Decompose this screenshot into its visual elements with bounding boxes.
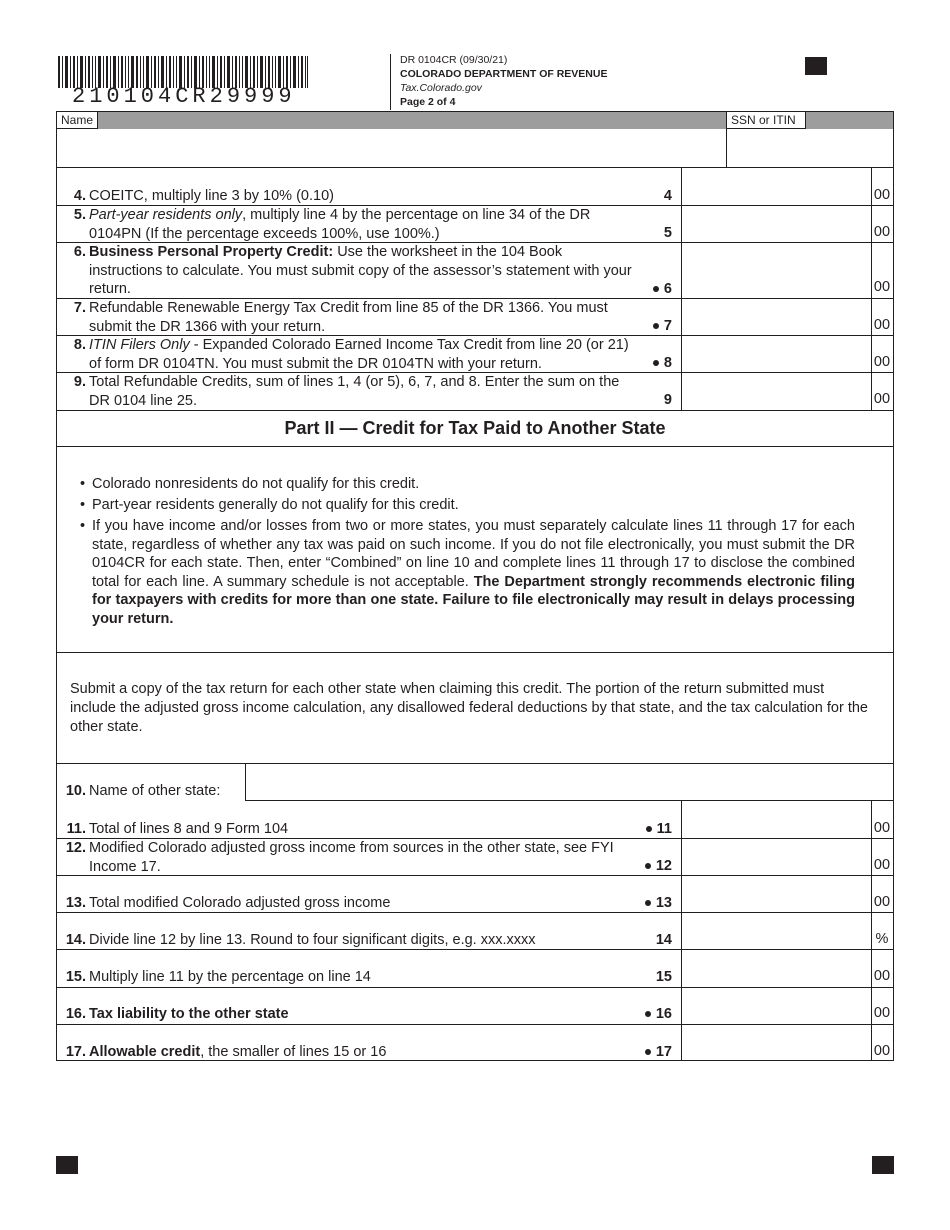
form-header: [400, 53, 607, 109]
name-ssn-divider: [726, 112, 727, 168]
website: Tax.Colorado.gov: [400, 82, 482, 94]
registration-mark-bottom-right: [872, 1156, 894, 1174]
barcode-number: 210104CR29999: [72, 84, 296, 109]
bullet-item: • If you have income and/or losses from two or more states, you must separately calculate lines 11 through 17 for each state, regardless of whether any tax was paid on such income. If you do not file electronically, you must submit the DR 0104CR for each state. Then, enter “Combined” on line 10 and complete lines 11 through 17 to disclose the combined total for each line. A summary schedule is not acceptable. The Department strongly recommends electronic filing for taxpayers with credits for more than one state. Failure to file electronically may result in delays processing your return.: [80, 518, 856, 627]
required-bullet-icon: [653, 286, 659, 292]
line-12-cents: 00: [873, 857, 891, 873]
line-7-amount-input[interactable]: [681, 299, 893, 335]
line-14-percent-sign: %: [875, 931, 889, 947]
required-bullet-icon: [645, 1049, 651, 1055]
form-id: DR 0104CR (09/30/21): [400, 54, 508, 66]
line-12-amount-input[interactable]: [681, 839, 893, 875]
line-17-cents: 00: [873, 1043, 891, 1059]
line-6-cents: 00: [873, 279, 891, 295]
part-2-title: Part II — Credit for Tax Paid to Another State: [284, 418, 666, 438]
bullet-item: • Part-year residents generally do not qualify for this credit.: [80, 497, 459, 513]
line-4-amount-input[interactable]: [681, 187, 893, 205]
line-8-amount-input[interactable]: [681, 336, 893, 372]
required-bullet-icon: [645, 900, 651, 906]
line-13-cents: 00: [873, 894, 891, 910]
line-13-amount-input[interactable]: [681, 876, 893, 912]
divider: [57, 763, 893, 764]
line-5-cents: 00: [873, 224, 891, 240]
name-input[interactable]: [58, 130, 724, 166]
bullet-item: • Colorado nonresidents do not qualify for this credit.: [80, 476, 420, 492]
divider: [57, 446, 893, 447]
line-8-cents: 00: [873, 354, 891, 370]
divider: [245, 800, 893, 801]
required-bullet-icon: [646, 826, 652, 832]
line-11-amount-input[interactable]: [681, 820, 893, 838]
other-state-name-input[interactable]: [247, 766, 892, 800]
required-bullet-icon: [653, 360, 659, 366]
page-number: Page 2 of 4: [400, 96, 456, 108]
required-bullet-icon: [645, 1011, 651, 1017]
header-divider: [390, 54, 391, 110]
name-label: Name: [57, 112, 98, 129]
divider: [57, 410, 893, 411]
line-5-amount-input[interactable]: [681, 206, 893, 242]
line-9-amount-input[interactable]: [681, 373, 893, 409]
line-6-amount-input[interactable]: [681, 243, 893, 298]
line-9-cents: 00: [873, 391, 891, 407]
ssn-label: SSN or ITIN: [726, 112, 806, 129]
required-bullet-icon: [653, 323, 659, 329]
submit-note: Submit a copy of the tax return for each other state when claiming this credit. The portion of the return submitted must include the adjusted gross income calculation, any disallowed federal deductions by that state, and the tax calculation for the other state.: [70, 681, 868, 735]
line-14-percent-input[interactable]: [681, 913, 893, 949]
line-15-amount-input[interactable]: [681, 950, 893, 986]
line-16-cents: 00: [873, 1005, 891, 1021]
line-10-divider: [245, 764, 246, 801]
divider: [57, 652, 893, 653]
required-bullet-icon: [645, 863, 651, 869]
registration-mark-top-right: [805, 57, 827, 75]
line-7-cents: 00: [873, 317, 891, 333]
line-15-cents: 00: [873, 968, 891, 984]
registration-mark-bottom-left: [56, 1156, 78, 1174]
line-16-amount-input[interactable]: [681, 988, 893, 1024]
department-name: COLORADO DEPARTMENT OF REVENUE: [400, 68, 608, 80]
line-11-cents: 00: [873, 820, 891, 836]
divider: [57, 167, 893, 168]
line-4-cents: 00: [873, 187, 891, 203]
line-17-amount-input[interactable]: [681, 1025, 893, 1060]
ssn-input[interactable]: [728, 130, 892, 166]
